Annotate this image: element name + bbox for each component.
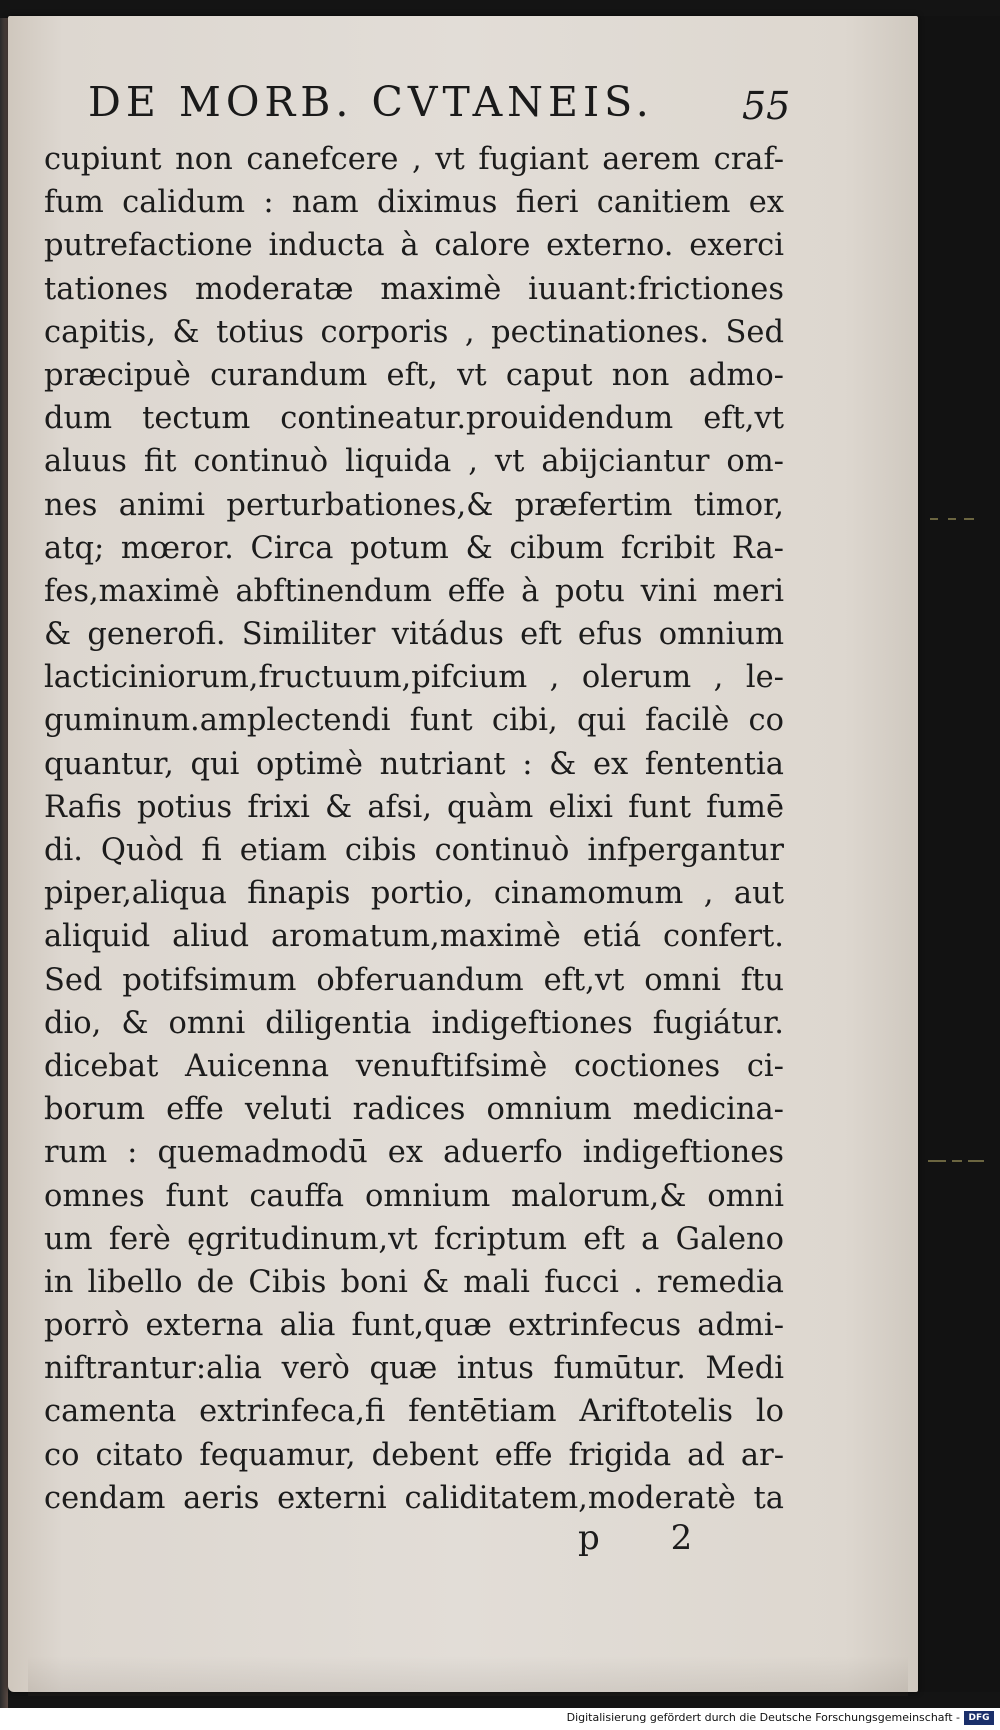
running-title: DE MORB. CVTANEIS.: [88, 78, 654, 126]
dark-margin: [918, 16, 1000, 1692]
text-line: dio, & omni diligentia indigeftiones fugiátur.: [44, 1005, 784, 1041]
text-line: cupiunt non canefcere , vt fugiant aerem craf-: [44, 142, 784, 177]
text-line: capitis, & totius corporis , pectinationes. Sed: [44, 314, 784, 350]
body-text: [44, 138, 784, 1520]
text-line: cendam aeris externi caliditatem,moderatè ta: [44, 1480, 784, 1516]
text-line: porrò externa alia funt,quæ extrinfecus admi-: [44, 1308, 784, 1344]
text-line: omnes funt cauffa omnium malorum,& omni: [44, 1178, 784, 1214]
page-number: 55: [742, 84, 791, 128]
text-line: piper,aliqua finapis portio, cinamomum , aut: [44, 876, 784, 912]
text-line: aliquid aliud aromatum,maximè etiá confert.: [44, 919, 784, 955]
text-line: borum effe veluti radices omnium medicina-: [44, 1092, 784, 1128]
margin-mark: [964, 518, 974, 520]
text-line: co citato fequamur, debent effe frigida ad ar-: [44, 1437, 784, 1473]
margin-mark: [928, 1160, 946, 1162]
text-line: putrefactione inducta à calore externo. exerci: [44, 228, 784, 264]
text-line: aluus fit continuò liquida , vt abijciantur om-: [44, 444, 784, 480]
text-line: quantur, qui optimè nutriant : & ex fententia: [44, 746, 784, 782]
text-line: niftrantur:alia verò quæ intus fumūtur. Medi: [44, 1351, 784, 1387]
text-line: di. Quòd fi etiam cibis continuò infpergantur: [44, 833, 784, 868]
text-line: guminum.amplectendi funt cibi, qui facilè co: [44, 703, 784, 739]
dfg-logo-icon: DFG: [964, 1711, 994, 1725]
signature-mark: p 2: [578, 1518, 723, 1558]
margin-mark: [968, 1160, 984, 1162]
text-line: in libello de Cibis boni & mali fucci . remedia: [44, 1264, 784, 1300]
funding-credit: Digitalisierung gefördert durch die Deutsche Forschungsgemeinschaft -: [566, 1711, 960, 1724]
margin-mark: [930, 518, 938, 520]
text-line: tationes moderatæ maximè iuuant:frictiones: [44, 271, 784, 307]
text-line: Rafis potius frixi & afsi, quàm elixi funt fumē: [44, 789, 784, 825]
page-shading: [28, 1656, 908, 1696]
text-line: fum calidum : nam diximus fieri canitiem ex: [44, 185, 784, 221]
text-line: lacticiniorum,fructuum,pifcium , olerum , le-: [44, 660, 784, 696]
text-line: dum tectum contineatur.prouidendum eft,vt: [44, 401, 784, 437]
text-line: rum : quemadmodū ex aduerfo indigeftiones: [44, 1135, 784, 1171]
text-line: nes animi perturbationes,& præfertim timor,: [44, 487, 784, 523]
text-line: fes,maximè abftinendum effe à potu vini meri: [44, 573, 784, 609]
text-line: atq; mœror. Circa potum & cibum fcribit Ra-: [44, 530, 784, 566]
text-line: & generofi. Similiter vitádus eft efus omnium: [44, 617, 784, 653]
margin-mark: [952, 1160, 962, 1162]
text-line: præcipuè curandum eft, vt caput non admo-: [44, 357, 784, 393]
book-edge: [0, 18, 8, 1708]
text-line: camenta extrinfeca,fi fentētiam Ariftotelis lo: [44, 1394, 784, 1430]
text-line: um ferè ęgritudinum,vt fcriptum eft a Galeno: [44, 1221, 784, 1257]
text-line: Sed potifsimum obferuandum eft,vt omni ftu: [44, 962, 784, 998]
text-line: dicebat Auicenna venuftifsimè coctiones ci-: [44, 1048, 784, 1084]
margin-mark: [948, 518, 956, 520]
